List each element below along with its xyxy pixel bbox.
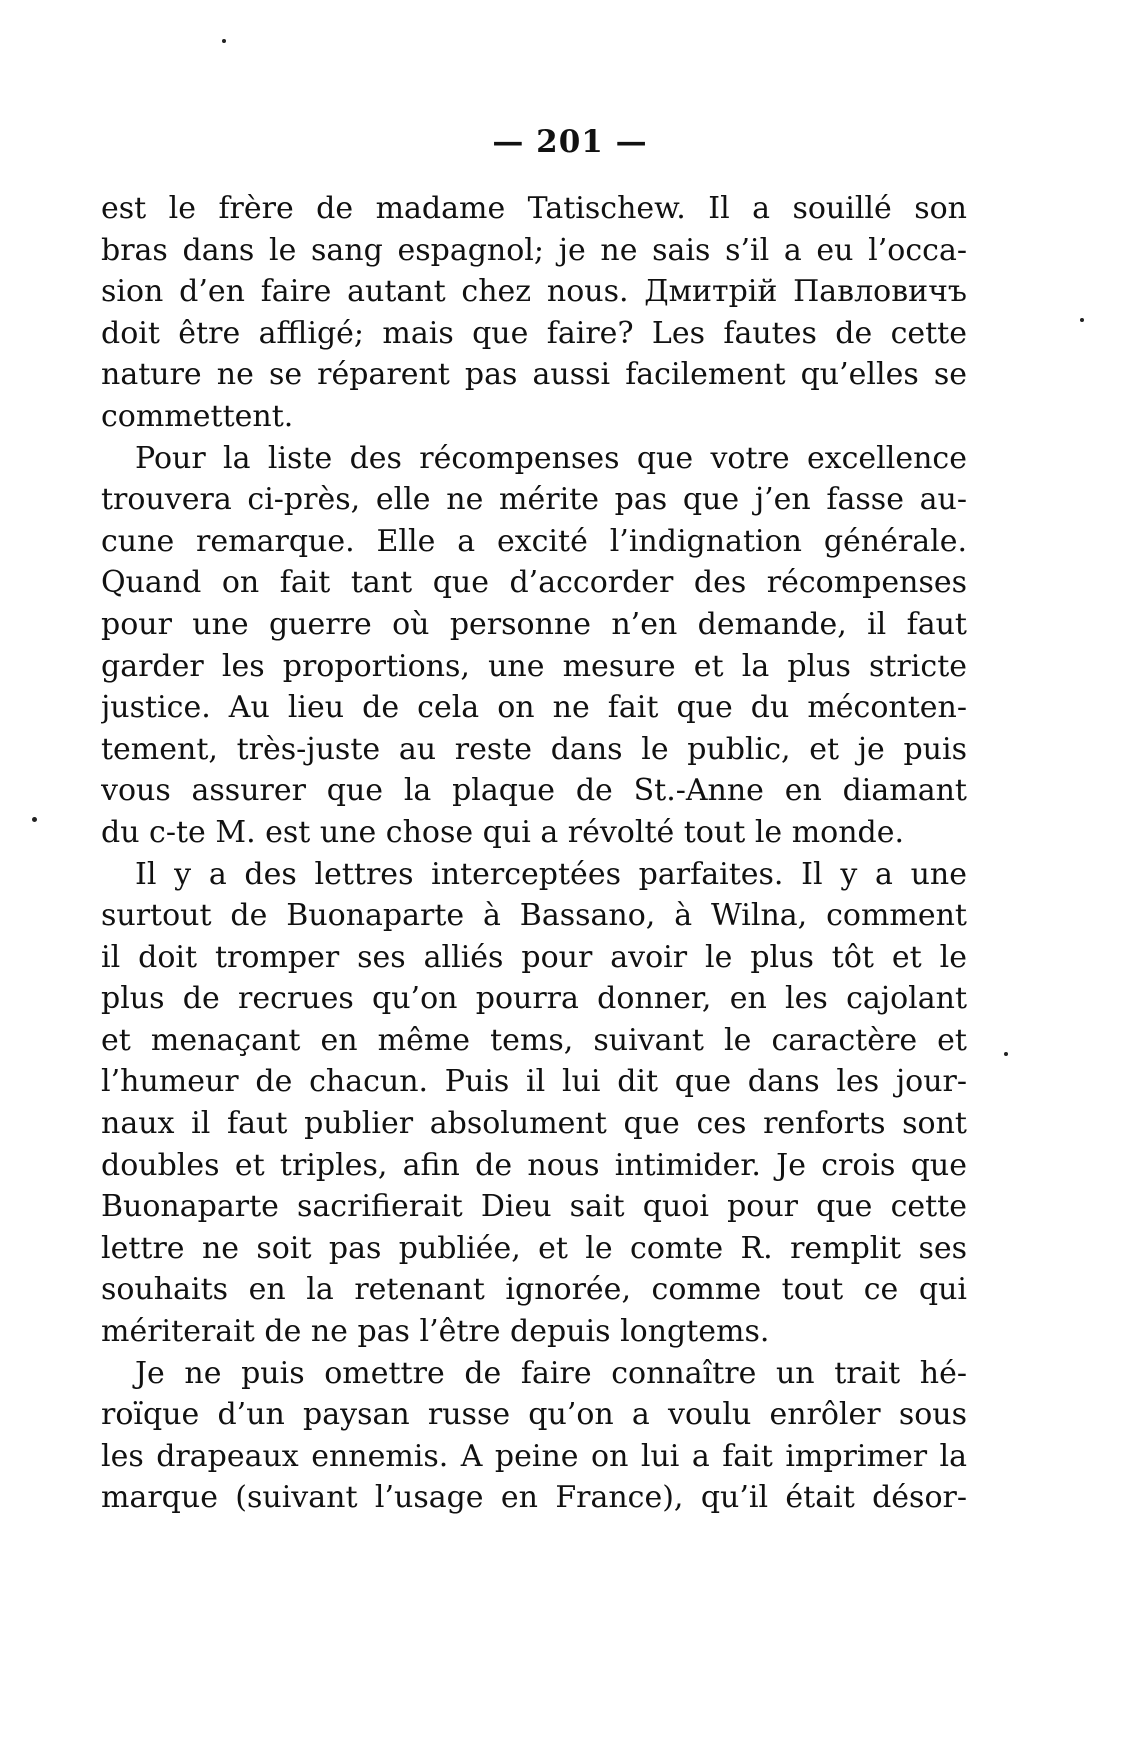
print-speck <box>1080 318 1084 322</box>
text-line: Quand on fait tant que d’accorder des récompenses <box>101 565 967 601</box>
text-line: l’humeur de chacun. Puis il lui dit que dans les jour- <box>101 1064 967 1100</box>
print-speck <box>32 817 37 822</box>
text-line: roïque d’un paysan russe qu’on a voulu enrôler sous <box>101 1397 967 1433</box>
text-line: sion d’en faire autant chez nous. Дмитрій Павловичъ <box>101 274 967 310</box>
text-line: il doit tromper ses alliés pour avoir le plus tôt et le <box>101 939 967 975</box>
text-line: garder les proportions, une mesure et la plus stricte <box>101 648 967 684</box>
text-line: naux il faut publier absolument que ces renforts sont <box>101 1106 967 1142</box>
print-speck <box>222 39 226 43</box>
text-line: cune remarque. Elle a excité l’indignation générale. <box>101 523 967 559</box>
page-number: — 201 — <box>492 124 648 160</box>
paragraph-start-line: Pour la liste des récompenses que votre excellence <box>135 440 967 476</box>
body-text <box>101 188 967 1519</box>
paragraph-start-line: Je ne puis omettre de faire connaître un trait hé- <box>135 1355 967 1391</box>
text-line: plus de recrues qu’on pourra donner, en les cajolant <box>101 981 967 1017</box>
text-line: pour une guerre où personne n’en demande, il faut <box>101 606 967 642</box>
text-line: tement, très-juste au reste dans le public, et je puis <box>101 731 967 767</box>
text-line: trouvera ci-près, elle ne mérite pas que j’en fasse au- <box>101 482 967 518</box>
text-line: mériterait de ne pas l’être depuis longtems. <box>101 1314 770 1350</box>
text-line: du c-te M. est une chose qui a révolté tout le monde. <box>101 814 905 850</box>
paragraph-start-line: Il y a des lettres interceptées parfaites. Il y a une <box>135 856 967 892</box>
text-line: les drapeaux ennemis. A peine on lui a fait imprimer la <box>101 1438 967 1474</box>
text-line: vous assurer que la plaque de St.-Anne en diamant <box>101 773 967 809</box>
text-line: et menaçant en même tems, suivant le caractère et <box>101 1022 967 1058</box>
text-line: doit être affligé; mais que faire? Les fautes de cette <box>101 315 967 351</box>
text-line: surtout de Buonaparte à Bassano, à Wilna, comment <box>101 898 967 934</box>
text-line: commettent. <box>101 398 294 434</box>
text-line: Buonaparte sacrifierait Dieu sait quoi pour que cette <box>101 1189 967 1225</box>
text-line: lettre ne soit pas publiée, et le comte R. remplit ses <box>101 1230 967 1266</box>
text-line: est le frère de madame Tatischew. Il a souillé son <box>101 191 967 226</box>
text-line: souhaits en la retenant ignorée, comme tout ce qui <box>101 1272 967 1308</box>
text-line: bras dans le sang espagnol; je ne sais s’il a eu l’occa- <box>101 232 967 268</box>
text-line: marque (suivant l’usage en France), qu’il était désor- <box>101 1480 967 1516</box>
text-line: nature ne se réparent pas aussi facilement qu’elles se <box>101 357 967 393</box>
print-speck <box>1004 1052 1008 1056</box>
text-line: justice. Au lieu de cela on ne fait que du méconten- <box>101 690 967 726</box>
text-line: doubles et triples, afin de nous intimider. Je crois que <box>101 1147 967 1183</box>
